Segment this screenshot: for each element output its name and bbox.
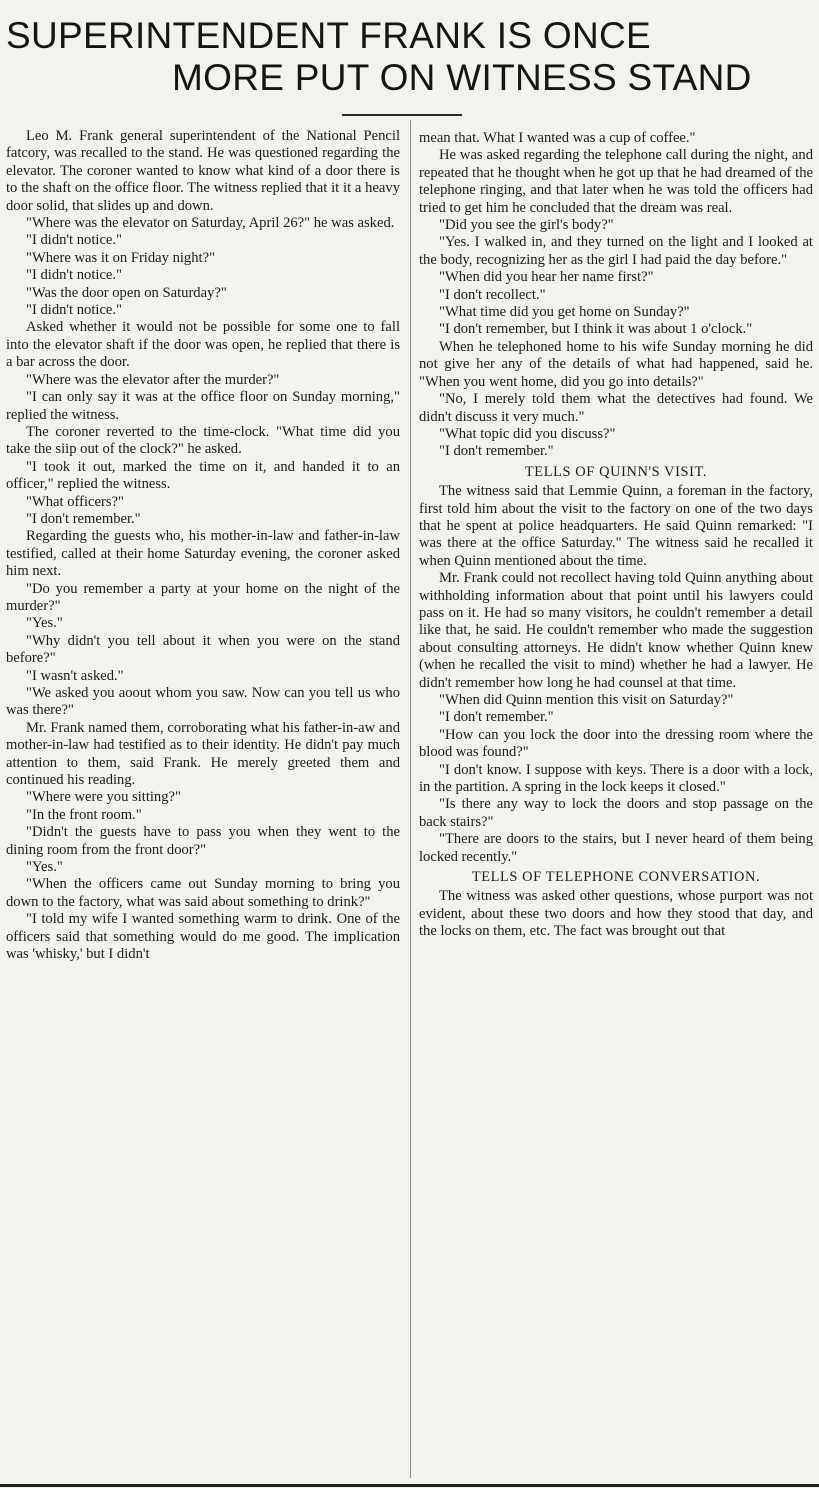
article-paragraph: "What officers?" xyxy=(26,493,124,510)
article-paragraph: "Yes." xyxy=(26,615,63,632)
article-paragraph: "In the front room." xyxy=(26,806,142,823)
article-paragraph: "I didn't notice." xyxy=(26,267,123,284)
article-paragraph: "I don't remember." xyxy=(439,443,554,460)
article-paragraph: "Why didn't you tell about it when you were on the stand before?" xyxy=(6,632,400,667)
article-paragraph: "Was the door open on Saturday?" xyxy=(26,284,227,301)
article-paragraph: "Didn't the guests have to pass you when they went to the dining room from the front door?" xyxy=(6,824,400,858)
article-paragraph: "What time did you get home on Sunday?" xyxy=(439,304,690,321)
article-paragraph: "Yes." xyxy=(26,859,63,876)
article-paragraph: "I told my wife I wanted something warm to drink. One of the officers said that something would do me good. The implication was 'whisky,' but I didn't xyxy=(6,911,400,963)
right-column xyxy=(419,130,813,941)
headline-line-2: MORE PUT ON WITNESS STAND xyxy=(172,57,752,98)
article-paragraph: "Do you remember a party at your home on the night of the murder?" xyxy=(6,580,400,614)
article-paragraph: Regarding the guests who, his mother-in-law and father-in-law testified, called at their home Saturday evening, the coroner asked him next. xyxy=(6,528,400,580)
article-paragraph: "When did you hear her name first?" xyxy=(439,269,654,286)
article-paragraph: The witness said that Lemmie Quinn, a foreman in the factory, first told him about the visit to the factory on one of the two days that he spent at police headquarters. He said Quinn remarked: "I was there at the office Saturday." The witness said he recalled it when Quinn mentioned about the time. xyxy=(419,483,813,569)
headline-line-1: SUPERINTENDENT FRANK IS ONCE xyxy=(6,15,652,56)
subhead-quinns-visit: TELLS OF QUINN'S VISIT. xyxy=(524,463,708,480)
article-paragraph: "What topic did you discuss?" xyxy=(439,425,616,442)
subhead-telephone-conversation: TELLS OF TELEPHONE CONVERSATION. xyxy=(471,869,761,886)
column-divider xyxy=(410,120,411,1478)
article-paragraph: When he telephoned home to his wife Sunday morning he did not give her any of the details of what had happened, said he. "When you went home, did you go into details?" xyxy=(419,338,813,390)
article-paragraph: "Where were you sitting?" xyxy=(26,789,181,806)
article-paragraph: The coroner reverted to the time-clock. "What time did you take the siip out of the clock?" he asked. xyxy=(6,423,400,458)
article-paragraph: "How can you lock the door into the dressing room where the blood was found?" xyxy=(419,726,813,761)
article-paragraph: "I didn't notice." xyxy=(26,232,123,249)
article-paragraph: "I don't know. I suppose with keys. There is a door with a lock, in the partition. A spring in the lock keeps it closed." xyxy=(419,761,813,796)
article-paragraph: "Yes. I walked in, and they turned on the light and I looked at the body, recognizing her as the girl I had paid the day before." xyxy=(419,234,813,268)
article-paragraph: Leo M. Frank general superintendent of the National Pencil fatcory, was recalled to the stand. He was questioned regarding the elevator. The coroner wanted to know what kind of a door there is to the shaft on the office floor. The witness replied that it it a heavy door solid, that slides up and down. xyxy=(6,128,400,214)
article-paragraph: mean that. What I wanted was a cup of coffee." xyxy=(419,130,696,146)
left-column xyxy=(6,128,400,964)
article-paragraph: "I wasn't asked." xyxy=(26,667,124,684)
article-paragraph: "We asked you aoout whom you saw. Now can you tell us who was there?" xyxy=(6,685,400,719)
article-paragraph: "Where was the elevator on Saturday, April 26?" he was asked. xyxy=(26,215,395,232)
article-paragraph: Mr. Frank named them, corroborating what his father-in-aw and mother-in-law had testified as to their identity. He didn't pay much attention to them, said Frank. He merely greeted them and continued his reading. xyxy=(6,719,400,789)
article-paragraph: "When the officers came out Sunday morning to bring you down to the factory, what was said about something to drink?" xyxy=(6,876,400,910)
right-column-block-2 xyxy=(419,483,813,866)
article-paragraph: He was asked regarding the telephone call during the night, and repeated that he thought when he got up that he had dreamed of the telephone ringing, and that later when he was told the officers had tried to get him he concluded that the dream was real. xyxy=(419,147,813,216)
article-paragraph: "No, I merely told them what the detectives had found. We didn't discuss it very much." xyxy=(419,391,813,425)
article-paragraph: Mr. Frank could not recollect having told Quinn anything about withholding information about that point until his lawyers could pass on it. He had so many visitors, he couldn't remember a detail like that, he said. He couldn't remember who made the suggestion about consulting attorneys. He didn't know whether Quinn knew (when he recalled the visit to mind) whether he had a lawyer. He didn't remember how long he had counsel at that time. xyxy=(419,570,813,691)
article-paragraph: "Where was it on Friday night?" xyxy=(26,249,216,266)
article-paragraph: "I don't recollect." xyxy=(439,286,546,303)
article-paragraph: "Is there any way to lock the doors and stop passage on the back stairs?" xyxy=(419,796,813,830)
article-paragraph: "I didn't notice." xyxy=(26,302,123,319)
page-bottom-rule xyxy=(0,1484,819,1487)
article-paragraph: "I took it out, marked the time on it, and handed it to an officer," replied the witness. xyxy=(6,458,400,493)
article-paragraph: "I don't remember, but I think it was about 1 o'clock." xyxy=(439,321,753,338)
right-column-block-1 xyxy=(419,130,813,461)
article-paragraph: "Did you see the girl's body?" xyxy=(439,217,614,234)
right-column-block-3 xyxy=(419,888,813,940)
article-paragraph: "I don't remember." xyxy=(439,709,554,726)
article-paragraph: "There are doors to the stairs, but I never heard of them being locked recently." xyxy=(419,831,813,865)
article-paragraph: The witness was asked other questions, whose purport was not evident, about these two doors and how they stood that day, and the locks on them, etc. The fact was brought out that xyxy=(419,888,813,940)
article-paragraph: Asked whether it would not be possible for some one to fall into the elevator shaft if the door was open, he replied that there is a bar across the door. xyxy=(6,319,400,371)
article-paragraph: "I can only say it was at the office floor on Sunday morning," replied the witness. xyxy=(6,389,400,423)
article-paragraph: "When did Quinn mention this visit on Saturday?" xyxy=(439,692,734,708)
article-paragraph: "I don't remember." xyxy=(26,510,141,527)
article-paragraph: "Where was the elevator after the murder?" xyxy=(26,371,280,388)
headline-rule xyxy=(342,114,462,116)
